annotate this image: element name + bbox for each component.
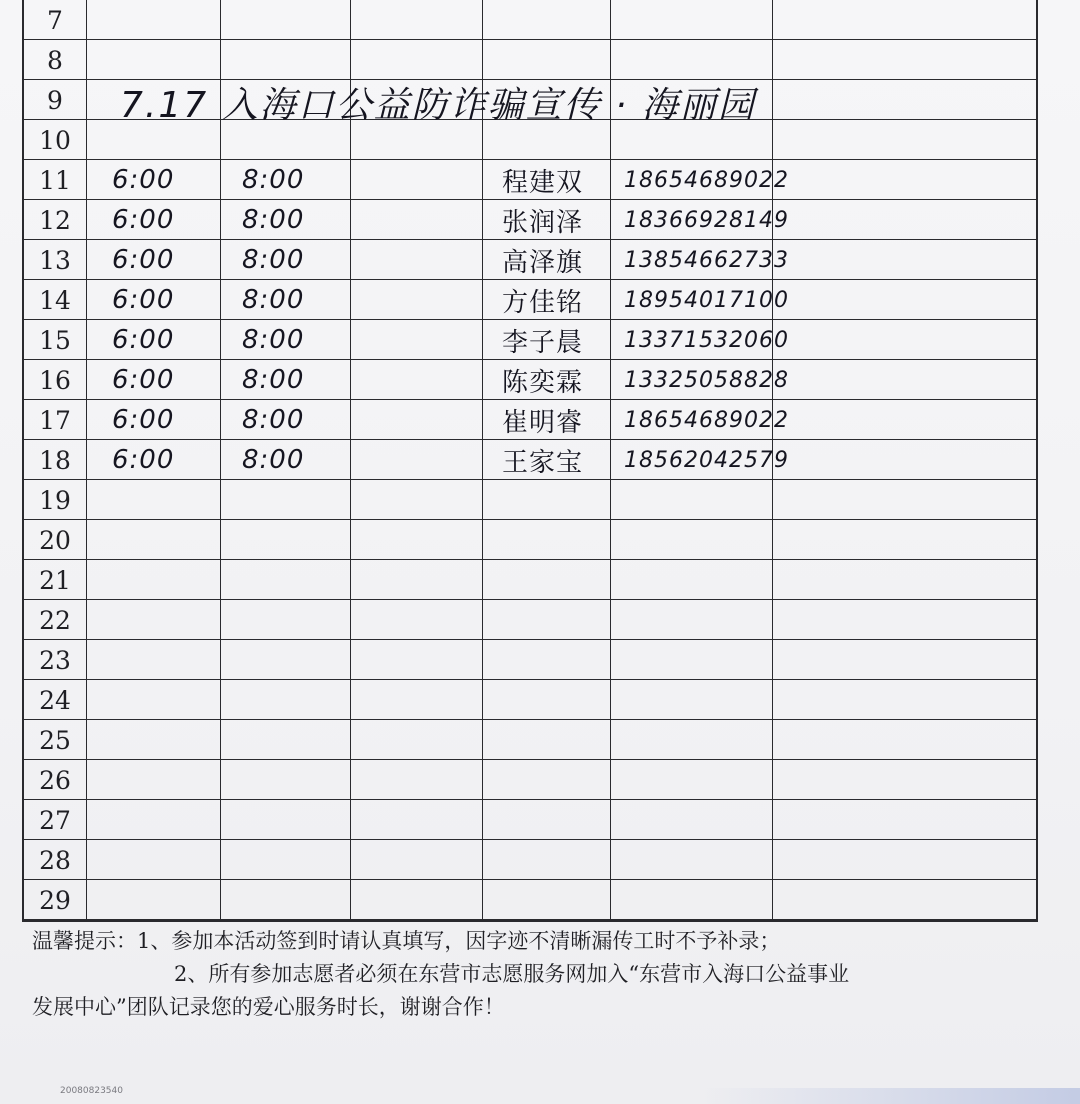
note-line-1: 温馨提示：1、参加本活动签到时请认真填写，因字迹不清晰漏传工时不予补录； [32, 929, 781, 953]
notes-block [32, 925, 1042, 1024]
row-number: 20 [39, 525, 71, 555]
row-number: 7 [47, 5, 63, 35]
row-number: 28 [39, 845, 71, 875]
row-number: 10 [39, 125, 71, 155]
photo-id-stamp: 20080823540 [60, 1086, 123, 1096]
end-time: 8:00 [242, 285, 305, 315]
volunteer-name: 崔明睿 [502, 407, 584, 438]
end-time: 8:00 [242, 365, 305, 395]
row-number: 27 [39, 805, 71, 835]
end-time: 8:00 [242, 165, 305, 195]
volunteer-name: 张润泽 [502, 207, 584, 238]
note-line-3: 发展中心”团队记录您的爱心服务时长，谢谢合作！ [32, 995, 505, 1019]
start-time: 6:00 [112, 445, 175, 475]
volunteer-name: 李子晨 [502, 327, 584, 358]
table-row [24, 720, 1036, 760]
volunteer-name: 程建双 [502, 167, 584, 198]
table-row [24, 360, 1036, 400]
volunteer-phone: 13371532060 [624, 327, 789, 353]
row-number: 12 [39, 205, 71, 235]
table-row [24, 880, 1036, 920]
row-number: 13 [39, 245, 71, 275]
row-number: 15 [39, 325, 71, 355]
volunteer-phone: 18562042579 [624, 447, 789, 473]
table-row [24, 400, 1036, 440]
end-time: 8:00 [242, 205, 305, 235]
start-time: 6:00 [112, 245, 175, 275]
row-number: 8 [47, 45, 63, 75]
background-edge [700, 1088, 1080, 1104]
table-row [24, 600, 1036, 640]
start-time: 6:00 [112, 205, 175, 235]
sign-in-table [22, 0, 1038, 922]
table-row [24, 320, 1036, 360]
table-row [24, 160, 1036, 200]
row-number: 25 [39, 725, 71, 755]
table-row [24, 840, 1036, 880]
end-time: 8:00 [242, 405, 305, 435]
table-row [24, 0, 1036, 40]
table-row [24, 480, 1036, 520]
volunteer-phone: 18654689022 [624, 167, 789, 193]
row-number: 24 [39, 685, 71, 715]
row-number: 9 [47, 85, 63, 115]
volunteer-name: 高泽旗 [502, 247, 584, 278]
note-line-2: 2、所有参加志愿者必须在东营市志愿服务网加入“东营市入海口公益事业 [174, 962, 850, 986]
end-time: 8:00 [242, 325, 305, 355]
table-row [24, 440, 1036, 480]
volunteer-name: 陈奕霖 [502, 367, 584, 398]
start-time: 6:00 [112, 165, 175, 195]
row-number: 18 [39, 445, 71, 475]
row-number: 14 [39, 285, 71, 315]
start-time: 6:00 [112, 285, 175, 315]
activity-title-handwritten: 7.17 入海口公益防诈骗宣传 · 海丽园 [120, 84, 756, 126]
volunteer-phone: 18654689022 [624, 407, 789, 433]
row-number: 16 [39, 365, 71, 395]
volunteer-name: 王家宝 [502, 447, 584, 478]
row-number: 19 [39, 485, 71, 515]
end-time: 8:00 [242, 445, 305, 475]
end-time: 8:00 [242, 245, 305, 275]
volunteer-phone: 13325058828 [624, 367, 789, 393]
volunteer-name: 方佳铭 [502, 287, 584, 318]
volunteer-phone: 18366928149 [624, 207, 789, 233]
row-number: 21 [39, 565, 71, 595]
table-row [24, 520, 1036, 560]
start-time: 6:00 [112, 365, 175, 395]
row-number: 26 [39, 765, 71, 795]
table-row [24, 280, 1036, 320]
table-row [24, 200, 1036, 240]
table-row [24, 640, 1036, 680]
volunteer-phone: 13854662733 [624, 247, 789, 273]
row-number: 29 [39, 885, 71, 915]
row-number: 22 [39, 605, 71, 635]
row-number: 17 [39, 405, 71, 435]
row-number: 11 [39, 165, 71, 195]
table-row [24, 240, 1036, 280]
table-row [24, 680, 1036, 720]
table-row [24, 560, 1036, 600]
table-row [24, 760, 1036, 800]
start-time: 6:00 [112, 325, 175, 355]
row-number: 23 [39, 645, 71, 675]
table-row [24, 800, 1036, 840]
start-time: 6:00 [112, 405, 175, 435]
volunteer-phone: 18954017100 [624, 287, 789, 313]
